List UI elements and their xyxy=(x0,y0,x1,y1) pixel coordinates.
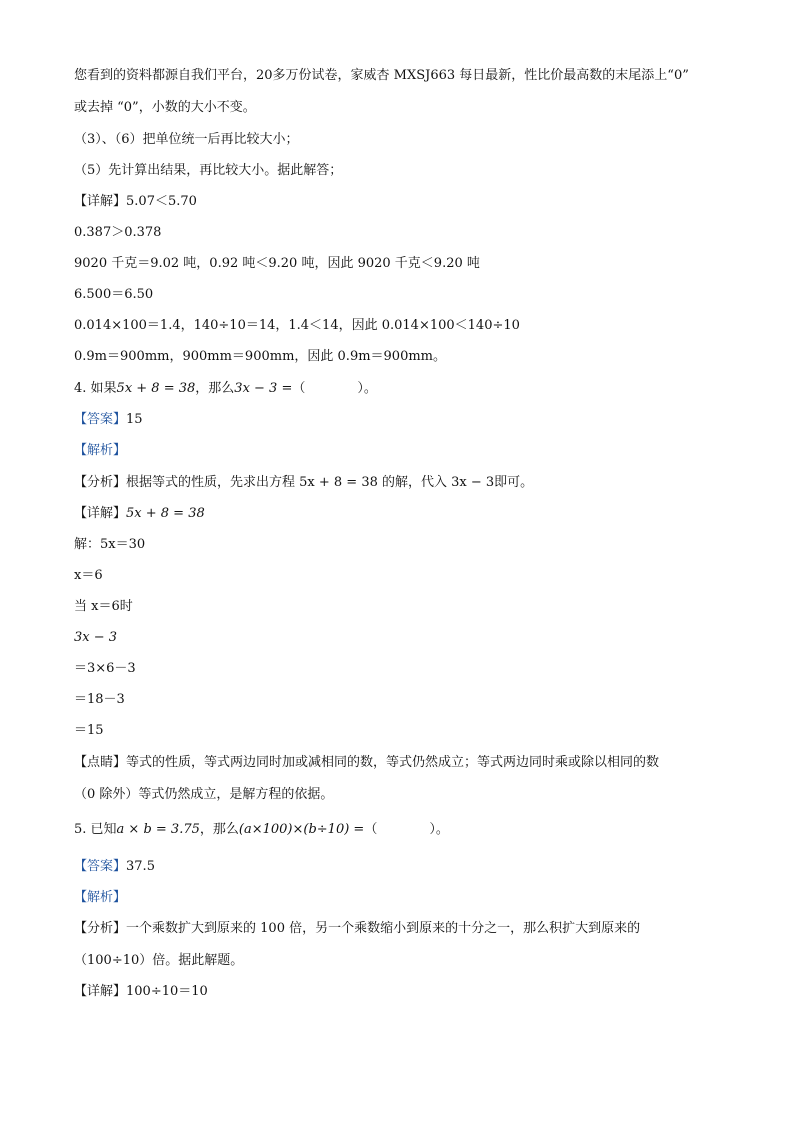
analysis-heading xyxy=(74,890,734,906)
remark-line: 【点睛】等式的性质，等式两边同时加或减相同的数，等式仍然成立；等式两边同时乘或除以相同的数 xyxy=(74,755,660,770)
analysis-sub-tag: 【分析】 xyxy=(74,475,127,490)
question-5: 5. 已知a × b = 3.75，那么(a×100)×(b÷10) =（ ）。 xyxy=(74,822,449,837)
text-line: 0.9m＝900mm，900mm＝900mm，因此 0.9m＝900mm。 xyxy=(74,349,447,364)
text-line: 当 x＝6时 xyxy=(74,599,133,614)
text-line: 或去掉 “0”，小数的大小不变。 xyxy=(74,100,256,115)
answer-tag: 【答案】 xyxy=(74,859,127,874)
analysis-heading xyxy=(74,443,734,459)
equation: 5x + 8 = 38 xyxy=(116,381,196,396)
text-line: 3x − 3 xyxy=(74,630,118,645)
text-line: 您看到的资料都源自我们平台，20多万份试卷，家威杏 MXSJ663 每日最新，性比价最高数的末尾添上“0” xyxy=(74,68,689,83)
answer-tag: 【答案】 xyxy=(74,412,127,427)
analysis-sub-tag: 【分析】 xyxy=(74,921,127,936)
analysis-tag: 【解析】 xyxy=(74,890,127,905)
text-line: ＝18－3 xyxy=(74,692,125,707)
detail-line: 【详解】5x + 8 = 38 xyxy=(74,506,205,521)
answer-line: 【答案】15 xyxy=(74,412,143,427)
text-line: 解：5x＝30 xyxy=(74,537,146,552)
text-line: 0.014×100＝1.4，140÷10＝14，1.4＜14，因此 0.014×100＜140÷10 xyxy=(74,318,520,333)
text-line: （3）、（6）把单位统一后再比较大小； xyxy=(74,132,299,147)
text-line: ＝3×6－3 xyxy=(74,661,136,676)
remark-tag: 【点睛】 xyxy=(74,755,127,770)
text-line: x＝6 xyxy=(74,568,103,583)
analysis-tag: 【解析】 xyxy=(74,443,127,458)
text-line: （0 除外）等式仍然成立，是解方程的依据。 xyxy=(74,787,334,802)
analysis-line: 【分析】一个乘数扩大到原来的 100 倍，另一个乘数缩小到原来的十分之一，那么积扩大到原来的 xyxy=(74,921,641,936)
expression: (a×100)×(b÷10) = xyxy=(238,822,365,837)
detail-line: 【详解】5.07＜5.70 xyxy=(74,194,197,209)
detail-line: 【详解】100÷10＝10 xyxy=(74,984,208,999)
equation: a × b = 3.75 xyxy=(116,822,200,837)
question-4: 4. 如果5x + 8 = 38，那么3x − 3 =（ ）。 xyxy=(74,381,377,396)
detail-tag: 【详解】 xyxy=(74,506,127,521)
text-line: （5）先计算出结果，再比较大小。据此解答； xyxy=(74,163,343,178)
text-line: （100÷10）倍。据此解题。 xyxy=(74,953,244,968)
text-line: 0.387＞0.378 xyxy=(74,225,162,240)
detail-tag: 【详解】 xyxy=(74,194,127,209)
text-line: 6.500＝6.50 xyxy=(74,287,154,302)
expression: 3x − 3 = xyxy=(234,381,293,396)
answer-line: 【答案】37.5 xyxy=(74,859,155,874)
text-line: 9020 千克＝9.02 吨，0.92 吨＜9.20 吨，因此 9020 千克＜9.20 吨 xyxy=(74,256,480,271)
detail-tag: 【详解】 xyxy=(74,984,127,999)
text-line: ＝15 xyxy=(74,723,104,738)
analysis-line: 【分析】根据等式的性质，先求出方程 5x + 8 = 38 的解，代入 3x − 3即可。 xyxy=(74,475,534,490)
